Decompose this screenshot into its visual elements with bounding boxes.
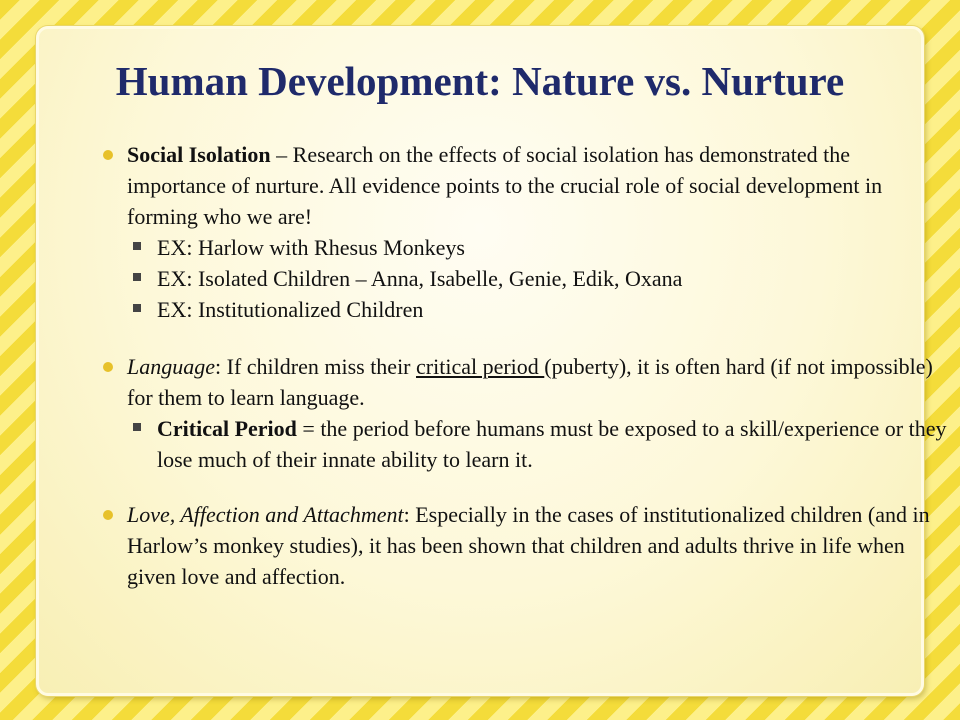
sub-bullet-text: = the period before humans must be exposed to a skill/experience or they lose much of their innate ability to learn it. — [157, 416, 947, 472]
sub-bullet-institutionalized — [99, 294, 951, 325]
spacer — [99, 475, 951, 499]
sub-bullet-term: Critical Period — [157, 416, 297, 441]
sub-bullet-harlow — [99, 232, 951, 263]
sub-bullet-isolated-children — [99, 263, 951, 294]
slide-title: Human Development: Nature vs. Nurture — [115, 58, 845, 104]
sub-bullet-text: EX: Harlow with Rhesus Monkeys — [157, 235, 465, 260]
underlined-term: critical period — [416, 354, 545, 379]
square-bullet-icon — [133, 304, 141, 312]
slide-panel — [36, 26, 947, 696]
bullet-dot-icon — [103, 510, 113, 520]
spacer — [99, 325, 951, 351]
sub-bullet-text: EX: Institutionalized Children — [157, 297, 424, 322]
sub-bullet-critical-period — [99, 413, 951, 475]
bullet-dot-icon — [103, 150, 113, 160]
bullet-dot-icon — [103, 362, 113, 372]
square-bullet-icon — [133, 423, 141, 431]
bullet-text: : If children miss their — [215, 354, 417, 379]
slide-content — [99, 139, 951, 592]
bullet-text: – Research on the effects of social isolation has demonstrated the importance of nurture. All evidence points to the crucial role of social development in forming who we are! — [127, 142, 883, 229]
bullet-social-isolation — [99, 139, 951, 232]
bullet-love-affection — [99, 499, 951, 592]
bullet-language — [99, 351, 951, 413]
square-bullet-icon — [133, 242, 141, 250]
sub-bullet-text: EX: Isolated Children – Anna, Isabelle, Genie, Edik, Oxana — [157, 266, 683, 291]
bullet-term: Love, Affection and Attachment — [127, 502, 404, 527]
bullet-term: Social Isolation — [127, 142, 271, 167]
bullet-term: Language — [127, 354, 215, 379]
square-bullet-icon — [133, 273, 141, 281]
bullet-text: (puberty), it is often hard (if not impossible) for them to learn language. — [127, 354, 933, 410]
bullet-text: : Especially in the cases of institutionalized children (and in Harlow’s monkey studies), it has been shown that children and adults thrive in life when given love and affection. — [127, 502, 930, 589]
